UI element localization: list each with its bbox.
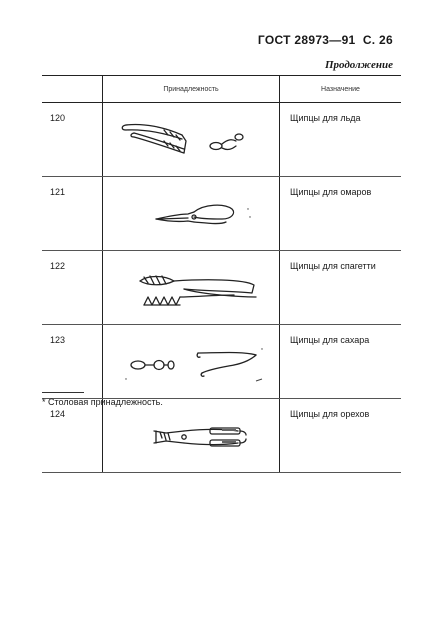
continued-label: Продолжение bbox=[324, 59, 393, 71]
standard-number: ГОСТ 28973—91 bbox=[257, 33, 356, 47]
row-number: 121 bbox=[42, 177, 103, 251]
row-number: 122 bbox=[42, 251, 103, 325]
table-row bbox=[42, 325, 401, 399]
ice-tongs-icon bbox=[104, 113, 278, 175]
footnote: * Столовая принадлежность. bbox=[42, 397, 163, 407]
row-number: 120 bbox=[42, 103, 103, 177]
page-number: С. 26 bbox=[362, 33, 393, 47]
page-header bbox=[258, 33, 393, 47]
row-purpose: Щипцы для омаров bbox=[280, 177, 402, 251]
spaghetti-tongs-icon bbox=[104, 261, 278, 323]
table-row bbox=[42, 177, 401, 251]
lobster-tongs-icon bbox=[104, 187, 278, 249]
accessory-image-cell bbox=[103, 103, 280, 177]
row-purpose: Щипцы для сахара bbox=[280, 325, 402, 399]
table-row bbox=[42, 103, 401, 177]
row-number: 123 bbox=[42, 325, 103, 399]
table-row bbox=[42, 251, 401, 325]
table-row bbox=[42, 399, 401, 473]
column-header-purpose: Назначение bbox=[280, 76, 402, 103]
row-purpose: Щипцы для льда bbox=[280, 103, 402, 177]
nutcracker-icon bbox=[104, 409, 278, 471]
accessory-image-cell bbox=[103, 399, 280, 473]
sugar-tongs-icon bbox=[104, 335, 278, 397]
column-header-number bbox=[42, 76, 103, 103]
accessory-image-cell bbox=[103, 251, 280, 325]
accessory-image-cell bbox=[103, 325, 280, 399]
row-purpose: Щипцы для спагетти bbox=[280, 251, 402, 325]
footnote-divider bbox=[42, 392, 84, 393]
accessory-image-cell bbox=[103, 177, 280, 251]
table-header-row bbox=[42, 76, 401, 103]
row-number: 124 bbox=[42, 399, 103, 473]
column-header-accessory: Принадлежность bbox=[103, 76, 280, 103]
accessories-table bbox=[42, 75, 401, 473]
row-purpose: Щипцы для орехов bbox=[280, 399, 402, 473]
